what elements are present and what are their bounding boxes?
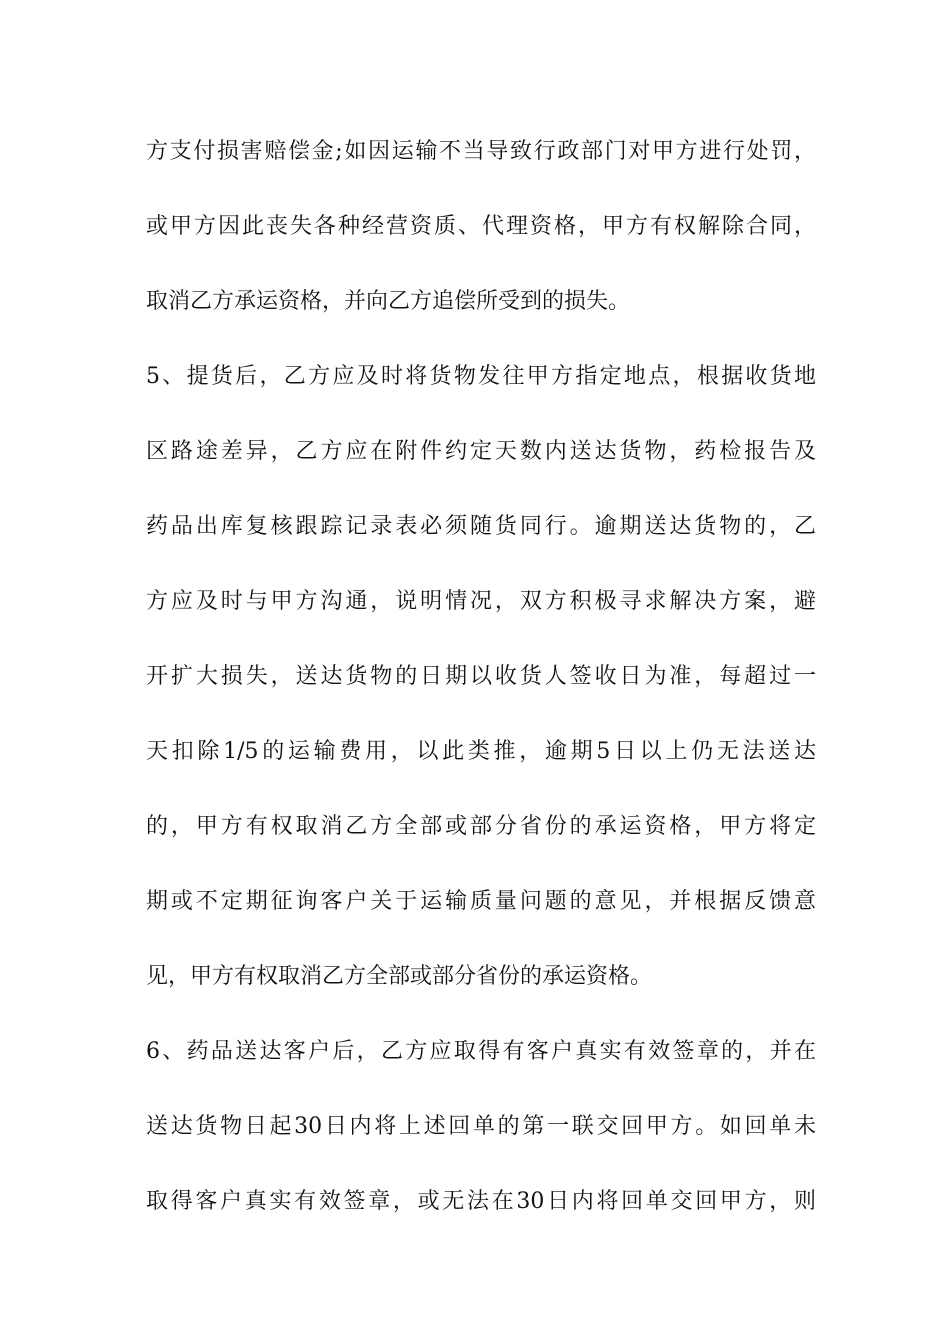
text-line: 送达货物日起30日内将上述回单的第一联交回甲方。如回单未 [146,1114,816,1139]
text-line: 的，甲方有权取消乙方全部或部分省份的承运资格，甲方将定 [146,814,816,839]
text-line: 方应及时与甲方沟通，说明情况，双方积极寻求解决方案，避 [146,589,816,614]
text-line: 取得客户真实有效签章，或无法在30日内将回单交回甲方，则 [146,1189,816,1214]
text-line: 开扩大损失，送达货物的日期以收货人签收日为准，每超过一 [146,664,816,689]
text-line: 6、药品送达客户后，乙方应取得有客户真实有效签章的，并在 [146,1039,816,1064]
text-line: 区路途差异，乙方应在附件约定天数内送达货物，药检报告及 [146,439,816,464]
text-line: 见，甲方有权取消乙方全部或部分省份的承运资格。 [146,964,653,989]
text-line: 药品出库复核跟踪记录表必须随货同行。逾期送达货物的，乙 [146,514,816,539]
text-line: 5、提货后，乙方应及时将货物发往甲方指定地点，根据收货地 [146,364,816,389]
text-line: 方支付损害赔偿金;如因运输不当导致行政部门对甲方进行处罚， [146,139,816,164]
text-line: 天扣除1/5的运输费用，以此类推，逾期5日以上仍无法送达 [146,739,816,764]
text-line: 或甲方因此丧失各种经营资质、代理资格，甲方有权解除合同， [146,214,816,239]
text-line: 取消乙方承运资格，并向乙方追偿所受到的损失。 [146,289,631,314]
text-line: 期或不定期征询客户关于运输质量问题的意见，并根据反馈意 [146,889,816,914]
